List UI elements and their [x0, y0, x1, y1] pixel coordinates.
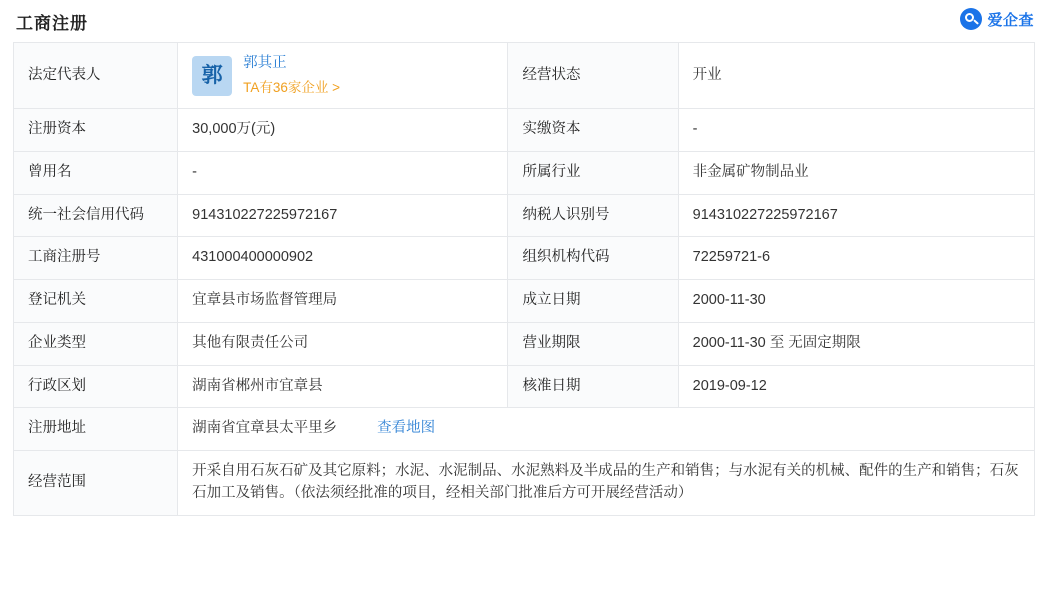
row-value: 非金属矿物制品业 [678, 151, 1034, 194]
row-value: 湖南省宜章县太平里乡 [192, 420, 338, 437]
row-label: 核准日期 [508, 365, 678, 408]
row-label: 注册地址 [14, 408, 178, 451]
business-scope-value: 开采自用石灰石矿及其它原料；水泥、水泥制品、水泥熟料及半成品的生产和销售；与水泥有关的机械、配件的生产和销售；石灰石加工及销售。（依法须经批准的项目，经相关部门批准后方可开展经营活动） [178, 451, 1035, 516]
legal-representative-cell [178, 43, 508, 109]
table-row [14, 194, 1035, 237]
table-row [14, 43, 1035, 109]
row-label: 成立日期 [508, 280, 678, 323]
row-label: 所属行业 [508, 151, 678, 194]
row-value: 宜章县市场监督管理局 [178, 280, 508, 323]
row-value: 2000-11-30 [678, 280, 1034, 323]
legal-representative [192, 53, 493, 98]
legal-representative-name-link[interactable]: 郭其正 [243, 55, 287, 71]
row-label: 注册资本 [14, 109, 178, 152]
row-value: 914310227225972167 [178, 194, 508, 237]
row-value: 开业 [678, 43, 1034, 109]
row-label: 统一社会信用代码 [14, 194, 178, 237]
registered-address-cell [178, 408, 1035, 451]
related-companies-link[interactable]: TA有36家企业 > [243, 79, 341, 95]
row-label: 组织机构代码 [508, 237, 678, 280]
table-row-scope [14, 451, 1035, 516]
row-value: 72259721-6 [678, 237, 1034, 280]
row-value: 其他有限责任公司 [178, 322, 508, 365]
view-map-link[interactable]: 查看地图 [377, 420, 436, 437]
row-value: 湖南省郴州市宜章县 [178, 365, 508, 408]
table-row [14, 109, 1035, 152]
table-row [14, 151, 1035, 194]
avatar: 郭 [192, 56, 232, 96]
row-label: 实缴资本 [508, 109, 678, 152]
table-row [14, 237, 1035, 280]
table-row [14, 322, 1035, 365]
row-label: 法定代表人 [14, 43, 178, 109]
row-label: 经营状态 [508, 43, 678, 109]
row-value: 30,000万(元) [178, 109, 508, 152]
table-row [14, 280, 1035, 323]
row-value: - [678, 109, 1034, 152]
registration-info-table [13, 42, 1035, 516]
page-title: 工商注册 [16, 13, 88, 33]
brand-name: 爱企查 [987, 11, 1034, 29]
row-value: - [178, 151, 508, 194]
row-label: 企业类型 [14, 322, 178, 365]
row-label: 曾用名 [14, 151, 178, 194]
row-label: 经营范围 [14, 451, 178, 516]
registered-address [192, 418, 1020, 440]
search-circle-icon [960, 8, 982, 30]
legal-representative-info [243, 53, 340, 98]
row-value: 2000-11-30 至 无固定期限 [678, 322, 1034, 365]
brand-logo[interactable] [960, 8, 1034, 30]
row-label: 登记机关 [14, 280, 178, 323]
row-label: 营业期限 [508, 322, 678, 365]
row-label: 纳税人识别号 [508, 194, 678, 237]
table-row-address [14, 408, 1035, 451]
row-label: 工商注册号 [14, 237, 178, 280]
row-value: 431000400000902 [178, 237, 508, 280]
row-value: 2019-09-12 [678, 365, 1034, 408]
table-row [14, 365, 1035, 408]
row-value: 914310227225972167 [678, 194, 1034, 237]
page-header [0, 0, 1048, 42]
row-label: 行政区划 [14, 365, 178, 408]
